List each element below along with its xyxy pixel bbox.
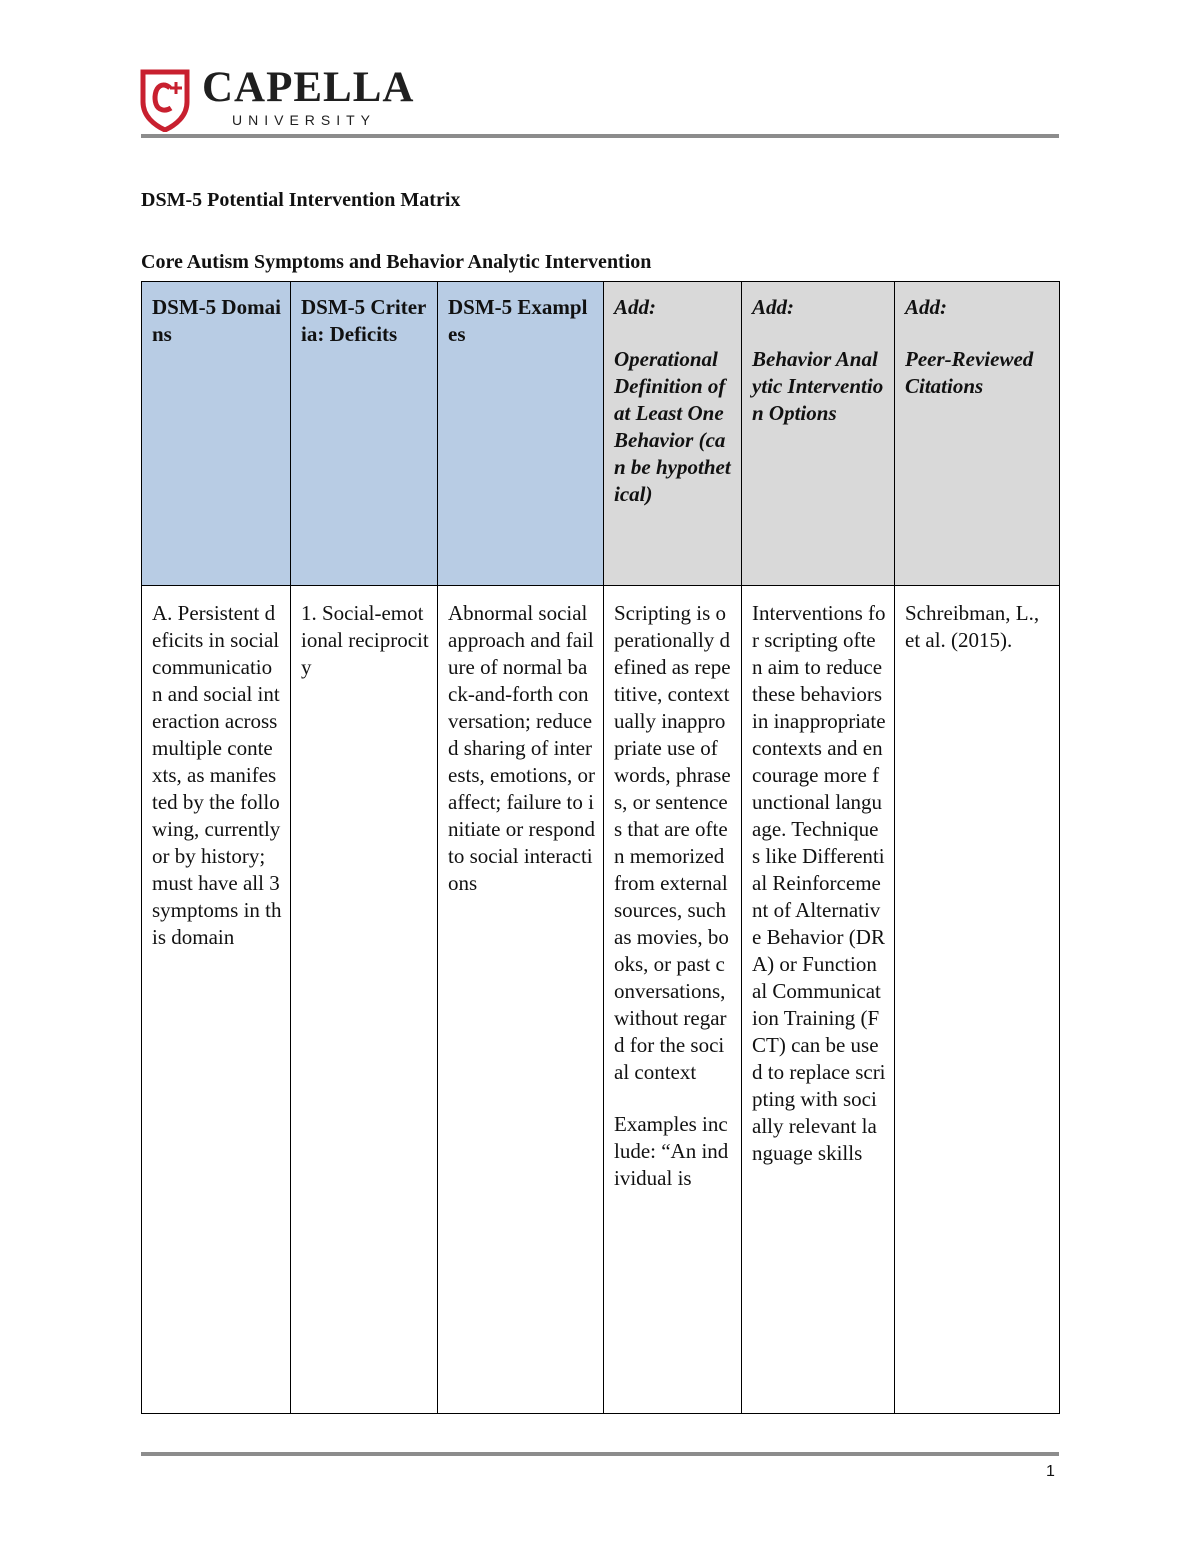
cell-examples: Abnormal social approach and failure of normal back-and-forth conversation; reduced sharing of interests, emotions, or affect; failure to initiate or respond to social interactions	[438, 586, 604, 1414]
footer-rule	[141, 1452, 1059, 1456]
operational-definition-text: Scripting is operationally defined as repetitive, contextually inappropriate use of words, phrases, or sentences that are often memorized from external sources, such as movies, books, or past conversations, without regard for the social context	[614, 601, 731, 1084]
table-header-row	[142, 282, 1060, 586]
cell-operational-definition	[604, 586, 742, 1414]
header-citations-text: Peer-Reviewed Citations	[905, 347, 1034, 398]
header-add-label: Add:	[614, 295, 656, 319]
operational-examples-text: Examples include: “An individual is	[614, 1112, 729, 1190]
table-title: Core Autism Symptoms and Behavior Analytic Intervention	[141, 251, 652, 273]
header-add-label: Add:	[752, 295, 794, 319]
logo-name: CAPELLA	[202, 64, 415, 111]
cell-interventions: Interventions for scripting often aim to reduce these behaviors in inappropriate contexts and encourage more functional language. Techniques like Differential Reinforcement of Alternative Behavior (DRA) or Functional Communication Training (FCT) can be used to replace scripting with socially relevant language skills	[742, 586, 895, 1414]
cell-domain: A. Persistent deficits in social communication and social interaction across multiple contexts, as manifested by the following, currently or by history; must have all 3 symptoms in this domain	[142, 586, 291, 1414]
header-rule	[141, 134, 1059, 138]
header-examples: DSM-5 Examples	[438, 282, 604, 586]
page-number: 1	[1046, 1463, 1055, 1480]
document-title: DSM-5 Potential Intervention Matrix	[141, 189, 461, 211]
cell-criteria: 1. Social-emotional reciprocity	[291, 586, 438, 1414]
header-domains: DSM-5 Domains	[142, 282, 291, 586]
header-citations	[895, 282, 1060, 586]
shield-logo-icon	[140, 68, 190, 132]
table-row	[142, 586, 1060, 1414]
capella-logo	[140, 64, 415, 132]
header-add-label: Add:	[905, 295, 947, 319]
header-interventions	[742, 282, 895, 586]
header-interventions-text: Behavior Analytic Intervention Options	[752, 347, 884, 425]
cell-citations: Schreibman, L., et al. (2015).	[895, 586, 1060, 1414]
header-criteria: DSM-5 Criteria: Deficits	[291, 282, 438, 586]
header-operational-definition	[604, 282, 742, 586]
header-operational-definition-text: Operational Definition of at Least One Behavior (can be hypothetical)	[614, 347, 731, 506]
logo-subtitle: UNIVERSITY	[232, 112, 377, 128]
intervention-matrix-table	[141, 281, 1060, 1414]
